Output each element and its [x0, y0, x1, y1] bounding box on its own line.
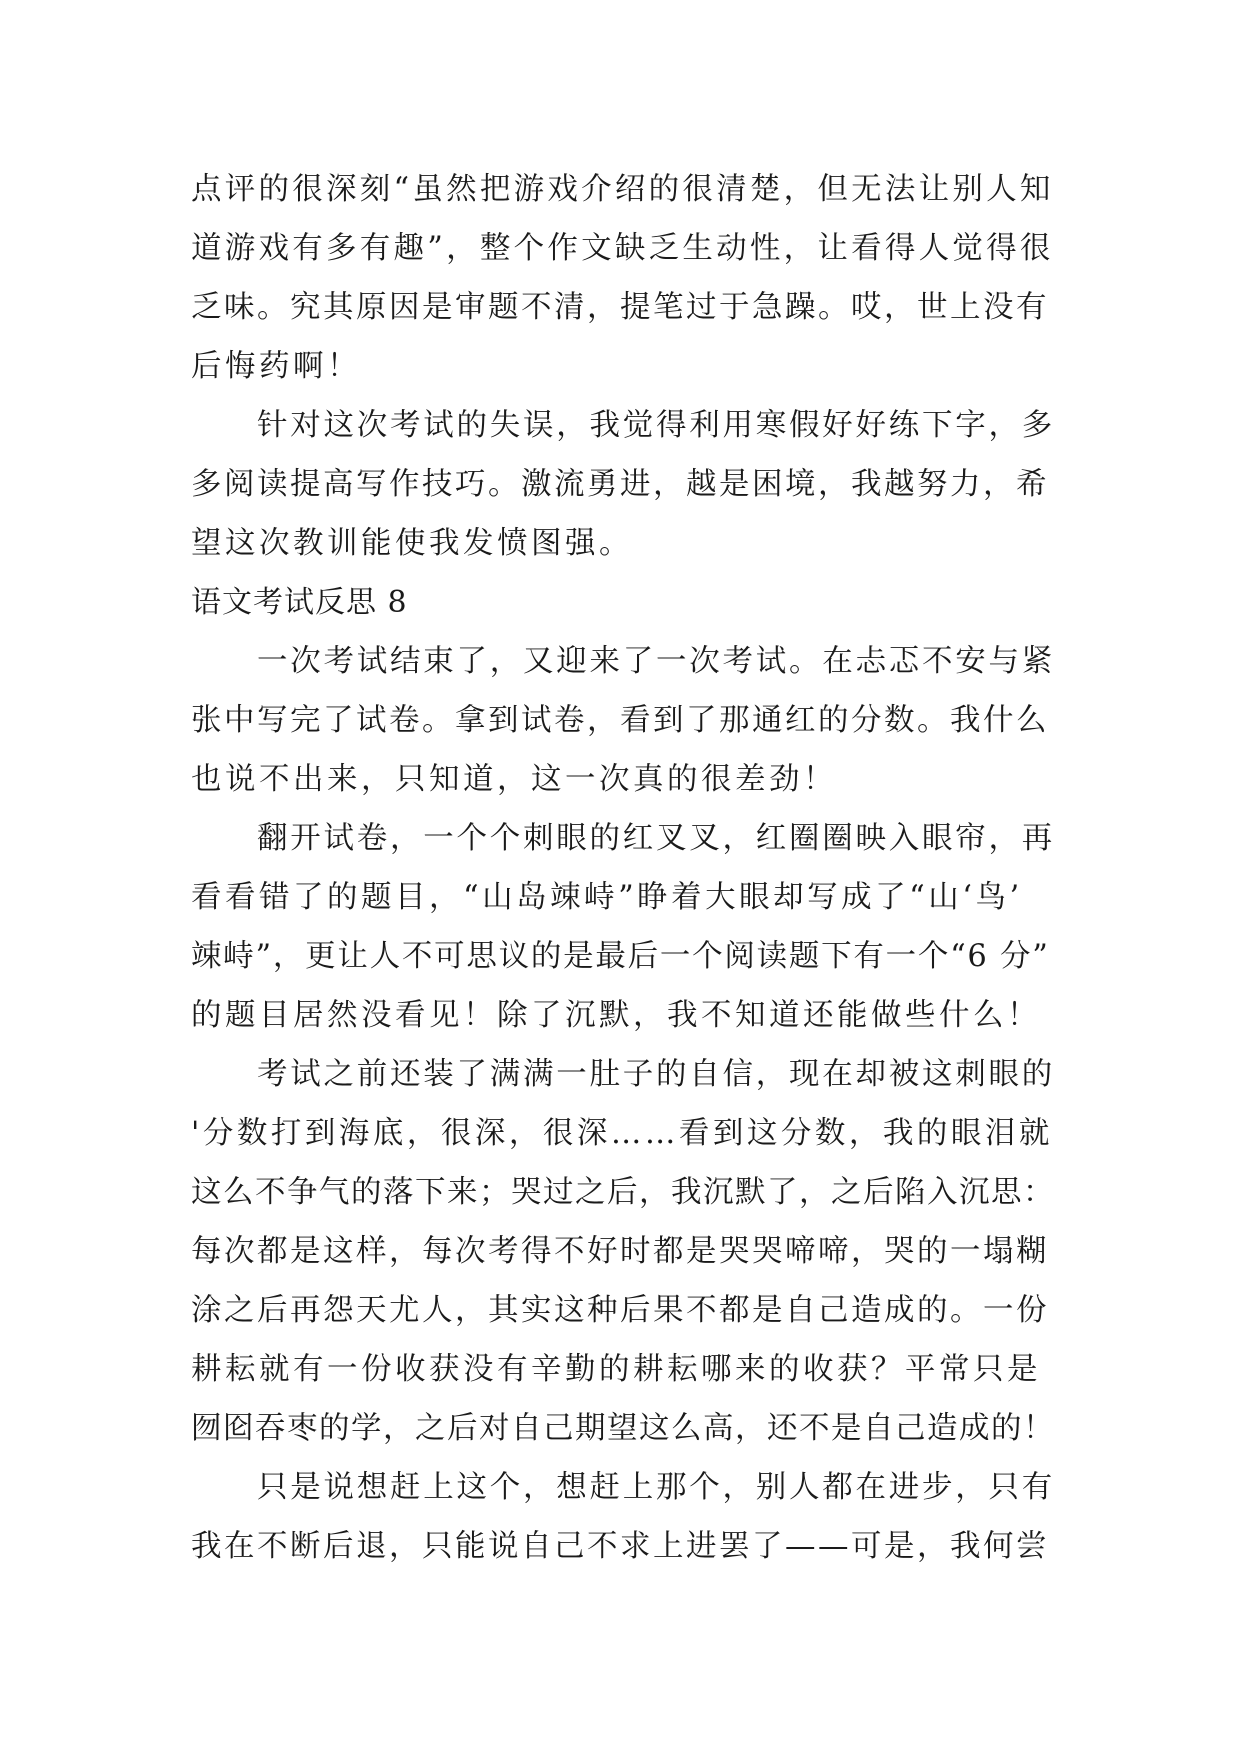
text-line: 翻开试卷，一个个刺眼的红叉叉，红圈圈映入眼帘，再	[257, 821, 1055, 856]
text-line: 涂之后再怨天尤人，其实这种后果不都是自己造成的。一份	[191, 1293, 1049, 1328]
paragraph	[191, 160, 1055, 396]
text-line: 竦峙”，更让人不可思议的是最后一个阅读题下有一个“6 分”	[191, 939, 1050, 974]
paragraph	[191, 396, 1055, 573]
paragraph	[191, 632, 1055, 809]
text-line: 这么不争气的落下来；哭过之后，我沉默了，之后陷入沉思：	[191, 1175, 1055, 1210]
section-heading: 语文考试反思 8	[191, 585, 408, 620]
text-line: 每次都是这样，每次考得不好时都是哭哭啼啼，哭的一塌糊	[191, 1234, 1049, 1269]
paragraph	[191, 809, 1055, 1045]
text-line: 乏味。究其原因是审题不清，提笔过于急躁。哎，世上没有	[191, 290, 1049, 325]
text-line: 道游戏有多有趣”，整个作文缺乏生动性，让看得人觉得很	[191, 231, 1054, 266]
text-line: 耕耘就有一份收获没有辛勤的耕耘哪来的收获？平常只是	[191, 1352, 1041, 1387]
text-line: 针对这次考试的失误，我觉得利用寒假好好练下字，多	[257, 408, 1055, 443]
text-line: 的题目居然没看见！除了沉默，我不知道还能做些什么！	[191, 998, 1041, 1033]
text-line: 多阅读提高写作技巧。激流勇进，越是困境，我越努力，希	[191, 467, 1049, 502]
text-line: 我在不断后退，只能说自己不求上进罢了——可是，我何尝	[191, 1529, 1049, 1564]
paragraph	[191, 1045, 1055, 1458]
paragraph	[191, 1458, 1055, 1576]
text-line: 也说不出来，只知道，这一次真的很差劲！	[191, 762, 837, 797]
text-line: 张中写完了试卷。拿到试卷，看到了那通红的分数。我什么	[191, 703, 1049, 738]
text-line: '分数打到海底，很深，很深……看到这分数，我的眼泪就	[191, 1116, 1053, 1151]
text-line: 望这次教训能使我发愤图强。	[191, 526, 633, 561]
text-line: 后悔药啊！	[191, 349, 361, 384]
text-line: 一次考试结束了，又迎来了一次考试。在忐忑不安与紧	[257, 644, 1055, 679]
text-line: 囫囵吞枣的学，之后对自己期望这么高，还不是自己造成的！	[191, 1411, 1055, 1446]
document-page	[191, 160, 1055, 1576]
text-line: 点评的很深刻“虽然把游戏介绍的很清楚，但无法让别人知	[191, 172, 1054, 207]
text-line: 只是说想赶上这个，想赶上那个，别人都在进步，只有	[257, 1470, 1055, 1505]
text-line: 看看错了的题目，“山岛竦峙”睁着大眼却写成了“山‘鸟’	[191, 880, 1023, 915]
text-line: 考试之前还装了满满一肚子的自信，现在却被这刺眼的	[257, 1057, 1055, 1092]
